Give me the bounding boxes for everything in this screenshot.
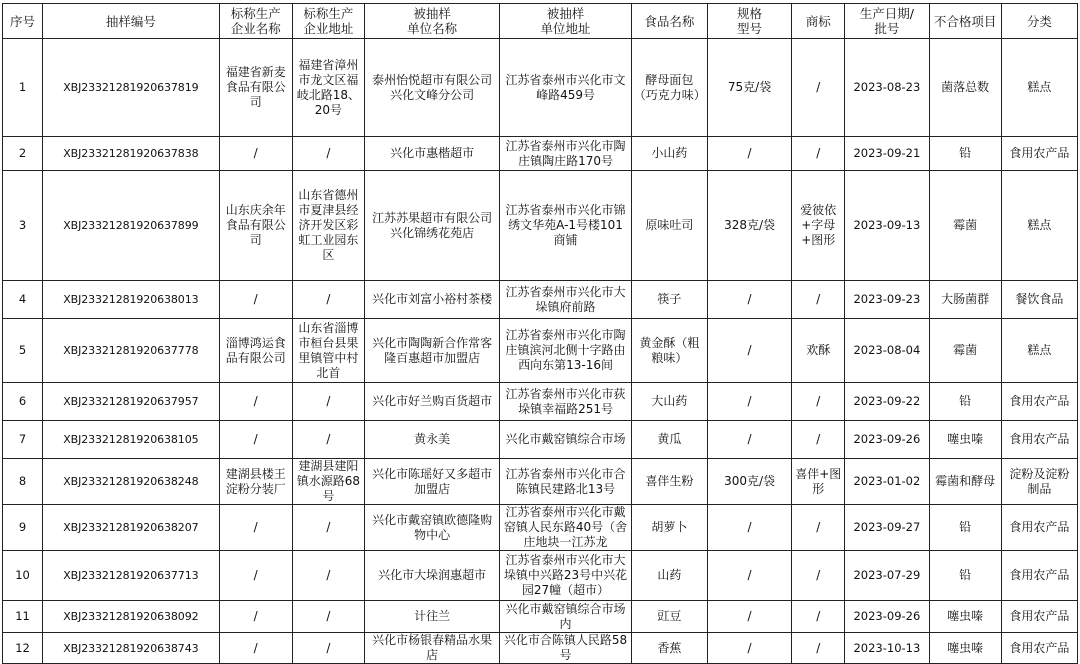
- cell-item: 噻虫嗪: [929, 601, 1001, 633]
- cell-date: 2023-09-26: [845, 421, 929, 459]
- header-date: 生产日期/ 批号: [845, 4, 929, 39]
- cell-spec: /: [707, 601, 791, 633]
- cell-food: 豇豆: [631, 601, 707, 633]
- cell-unit-name: 兴化市好兰购百货超市: [364, 383, 499, 421]
- cell-food: 原味吐司: [631, 171, 707, 281]
- table-row: [3, 383, 1078, 421]
- cell-code: XBJ23321281920638248: [43, 459, 219, 505]
- cell-code: XBJ23321281920638013: [43, 281, 219, 319]
- header-category: 分类: [1001, 4, 1077, 39]
- cell-brand: /: [792, 421, 845, 459]
- header-unit-addr: 被抽样 单位地址: [500, 4, 631, 39]
- cell-code: XBJ23321281920638092: [43, 601, 219, 633]
- cell-brand: /: [792, 551, 845, 601]
- cell-mfr-addr: /: [292, 421, 364, 459]
- cell-food: 喜伴生粉: [631, 459, 707, 505]
- cell-brand: 喜伴+图形: [792, 459, 845, 505]
- cell-mfr-name: 福建省新麦食品有限公司: [219, 39, 292, 137]
- cell-unit-name: 江苏苏果超市有限公司兴化锦绣花苑店: [364, 171, 499, 281]
- cell-brand: 爱彼依+字母+图形: [792, 171, 845, 281]
- cell-code: XBJ23321281920637819: [43, 39, 219, 137]
- cell-food: 胡萝卜: [631, 505, 707, 551]
- cell-mfr-name: 淄博鸿运食品有限公司: [219, 319, 292, 383]
- table-row: [3, 171, 1078, 281]
- cell-date: 2023-08-04: [845, 319, 929, 383]
- header-mfr-addr: 标称生产 企业地址: [292, 4, 364, 39]
- header-spec: 规格 型号: [707, 4, 791, 39]
- cell-spec: 300克/袋: [707, 459, 791, 505]
- cell-spec: /: [707, 633, 791, 664]
- header-brand: 商标: [792, 4, 845, 39]
- cell-category: 糕点: [1001, 39, 1077, 137]
- cell-food: 大山药: [631, 383, 707, 421]
- cell-category: 食用农产品: [1001, 421, 1077, 459]
- cell-brand: 欢酥: [792, 319, 845, 383]
- header-mfr-name: 标称生产 企业名称: [219, 4, 292, 39]
- cell-code: XBJ23321281920638743: [43, 633, 219, 664]
- cell-spec: /: [707, 383, 791, 421]
- cell-mfr-name: /: [219, 281, 292, 319]
- cell-category: 食用农产品: [1001, 383, 1077, 421]
- cell-item: 菌落总数: [929, 39, 1001, 137]
- cell-mfr-addr: /: [292, 551, 364, 601]
- cell-seq: 1: [3, 39, 43, 137]
- cell-unit-addr: 江苏省泰州市兴化市大垛镇府前路: [500, 281, 631, 319]
- cell-date: 2023-09-26: [845, 601, 929, 633]
- cell-mfr-addr: 山东省淄博市桓台县果里镇管中村北首: [292, 319, 364, 383]
- header-food: 食品名称: [631, 4, 707, 39]
- cell-date: 2023-10-13: [845, 633, 929, 664]
- cell-date: 2023-07-29: [845, 551, 929, 601]
- cell-mfr-addr: 山东省德州市夏津县经济开发区彩虹工业园东区: [292, 171, 364, 281]
- cell-mfr-addr: /: [292, 601, 364, 633]
- cell-category: 糕点: [1001, 171, 1077, 281]
- cell-seq: 12: [3, 633, 43, 664]
- table-row: [3, 39, 1078, 137]
- cell-unit-addr: 江苏省泰州市兴化市戴窑镇人民东路40号（舍庄地块一江苏龙: [500, 505, 631, 551]
- cell-seq: 11: [3, 601, 43, 633]
- cell-brand: /: [792, 383, 845, 421]
- cell-unit-name: 兴化市陈瑶好又多超市加盟店: [364, 459, 499, 505]
- cell-category: 食用农产品: [1001, 137, 1077, 171]
- cell-mfr-addr: /: [292, 633, 364, 664]
- header-row: [3, 4, 1078, 39]
- cell-unit-addr: 江苏省泰州市兴化市锦绣文华苑A-1号楼101商铺: [500, 171, 631, 281]
- cell-code: XBJ23321281920637957: [43, 383, 219, 421]
- cell-food: 黄瓜: [631, 421, 707, 459]
- cell-mfr-addr: /: [292, 281, 364, 319]
- cell-item: 大肠菌群: [929, 281, 1001, 319]
- cell-food: 山药: [631, 551, 707, 601]
- table-row: [3, 601, 1078, 633]
- cell-food: 香蕉: [631, 633, 707, 664]
- cell-date: 2023-08-23: [845, 39, 929, 137]
- cell-item: 铅: [929, 137, 1001, 171]
- cell-category: 淀粉及淀粉制品: [1001, 459, 1077, 505]
- cell-spec: 75克/袋: [707, 39, 791, 137]
- cell-brand: /: [792, 281, 845, 319]
- cell-unit-addr: 江苏省泰州市兴化市大垛镇中兴路23号中兴花园27幢（超市）: [500, 551, 631, 601]
- cell-food: 酵母面包（巧克力味）: [631, 39, 707, 137]
- header-unit-name: 被抽样 单位名称: [364, 4, 499, 39]
- table-row: [3, 421, 1078, 459]
- cell-mfr-name: /: [219, 421, 292, 459]
- cell-seq: 3: [3, 171, 43, 281]
- cell-spec: /: [707, 505, 791, 551]
- cell-category: 食用农产品: [1001, 505, 1077, 551]
- cell-unit-addr: 兴化市戴窑镇综合市场: [500, 421, 631, 459]
- cell-mfr-name: /: [219, 137, 292, 171]
- header-item: 不合格项目: [929, 4, 1001, 39]
- cell-seq: 4: [3, 281, 43, 319]
- cell-unit-name: 兴化市陶陶新合作常客隆百惠超市加盟店: [364, 319, 499, 383]
- cell-seq: 5: [3, 319, 43, 383]
- table-row: [3, 459, 1078, 505]
- cell-spec: /: [707, 421, 791, 459]
- cell-category: 食用农产品: [1001, 601, 1077, 633]
- cell-category: 餐饮食品: [1001, 281, 1077, 319]
- table-row: [3, 551, 1078, 601]
- cell-brand: /: [792, 505, 845, 551]
- cell-unit-addr: 江苏省泰州市兴化市文峰路459号: [500, 39, 631, 137]
- cell-mfr-addr: 建湖县建阳镇水源路68号: [292, 459, 364, 505]
- cell-brand: /: [792, 137, 845, 171]
- cell-mfr-name: /: [219, 383, 292, 421]
- cell-food: 黄金酥（粗粮味）: [631, 319, 707, 383]
- cell-mfr-addr: /: [292, 383, 364, 421]
- cell-item: 噻虫嗪: [929, 421, 1001, 459]
- cell-food: 小山药: [631, 137, 707, 171]
- cell-item: 霉菌: [929, 171, 1001, 281]
- cell-mfr-name: 建湖县楼王淀粉分装厂: [219, 459, 292, 505]
- cell-category: 糕点: [1001, 319, 1077, 383]
- cell-date: 2023-01-02: [845, 459, 929, 505]
- table-row: [3, 505, 1078, 551]
- cell-item: 噻虫嗪: [929, 633, 1001, 664]
- cell-seq: 8: [3, 459, 43, 505]
- cell-unit-addr: 兴化市戴窑镇综合市场内: [500, 601, 631, 633]
- cell-mfr-name: /: [219, 633, 292, 664]
- cell-mfr-name: 山东庆余年食品有限公司: [219, 171, 292, 281]
- cell-spec: 328克/袋: [707, 171, 791, 281]
- cell-unit-name: 兴化市刘富小裕村茶楼: [364, 281, 499, 319]
- cell-unit-name: 泰州怡悦超市有限公司兴化文峰分公司: [364, 39, 499, 137]
- cell-item: 铅: [929, 505, 1001, 551]
- cell-spec: /: [707, 551, 791, 601]
- header-seq: 序号: [3, 4, 43, 39]
- cell-mfr-addr: /: [292, 505, 364, 551]
- cell-code: XBJ23321281920637899: [43, 171, 219, 281]
- cell-code: XBJ23321281920637838: [43, 137, 219, 171]
- cell-unit-name: 黄永美: [364, 421, 499, 459]
- cell-brand: /: [792, 601, 845, 633]
- cell-date: 2023-09-13: [845, 171, 929, 281]
- cell-unit-name: 兴化市惠楷超市: [364, 137, 499, 171]
- cell-mfr-addr: 福建省漳州市龙文区福岐北路18、20号: [292, 39, 364, 137]
- cell-seq: 2: [3, 137, 43, 171]
- cell-spec: /: [707, 319, 791, 383]
- header-code: 抽样编号: [43, 4, 219, 39]
- sampling-table: [2, 3, 1078, 664]
- cell-unit-addr: 江苏省泰州市兴化市陶庄镇滨河北侧十字路由西向东第13-16间: [500, 319, 631, 383]
- cell-unit-name: 计往兰: [364, 601, 499, 633]
- table-row: [3, 633, 1078, 664]
- cell-mfr-name: /: [219, 601, 292, 633]
- table-row: [3, 137, 1078, 171]
- cell-seq: 6: [3, 383, 43, 421]
- cell-mfr-name: /: [219, 551, 292, 601]
- cell-unit-addr: 江苏省泰州市兴化市合陈镇民建路北13号: [500, 459, 631, 505]
- cell-seq: 7: [3, 421, 43, 459]
- cell-unit-name: 兴化市戴窑镇欧德隆购物中心: [364, 505, 499, 551]
- cell-category: 食用农产品: [1001, 633, 1077, 664]
- cell-code: XBJ23321281920638207: [43, 505, 219, 551]
- cell-mfr-name: /: [219, 505, 292, 551]
- cell-category: 食用农产品: [1001, 551, 1077, 601]
- cell-date: 2023-09-27: [845, 505, 929, 551]
- cell-item: 铅: [929, 383, 1001, 421]
- cell-unit-addr: 江苏省泰州市兴化市荻垛镇幸福路251号: [500, 383, 631, 421]
- cell-date: 2023-09-21: [845, 137, 929, 171]
- cell-item: 霉菌: [929, 319, 1001, 383]
- cell-code: XBJ23321281920637713: [43, 551, 219, 601]
- cell-unit-addr: 兴化市合陈镇人民路58号: [500, 633, 631, 664]
- cell-unit-addr: 江苏省泰州市兴化市陶庄镇陶庄路170号: [500, 137, 631, 171]
- cell-date: 2023-09-23: [845, 281, 929, 319]
- cell-spec: /: [707, 281, 791, 319]
- table-row: [3, 281, 1078, 319]
- cell-mfr-addr: /: [292, 137, 364, 171]
- cell-brand: /: [792, 39, 845, 137]
- cell-code: XBJ23321281920637778: [43, 319, 219, 383]
- cell-seq: 10: [3, 551, 43, 601]
- cell-item: 铅: [929, 551, 1001, 601]
- cell-item: 霉菌和酵母: [929, 459, 1001, 505]
- cell-unit-name: 兴化市大垛润惠超市: [364, 551, 499, 601]
- cell-brand: /: [792, 633, 845, 664]
- cell-code: XBJ23321281920638105: [43, 421, 219, 459]
- cell-spec: /: [707, 137, 791, 171]
- cell-food: 筷子: [631, 281, 707, 319]
- cell-seq: 9: [3, 505, 43, 551]
- cell-date: 2023-09-22: [845, 383, 929, 421]
- table-row: [3, 319, 1078, 383]
- cell-unit-name: 兴化市杨银春精品水果店: [364, 633, 499, 664]
